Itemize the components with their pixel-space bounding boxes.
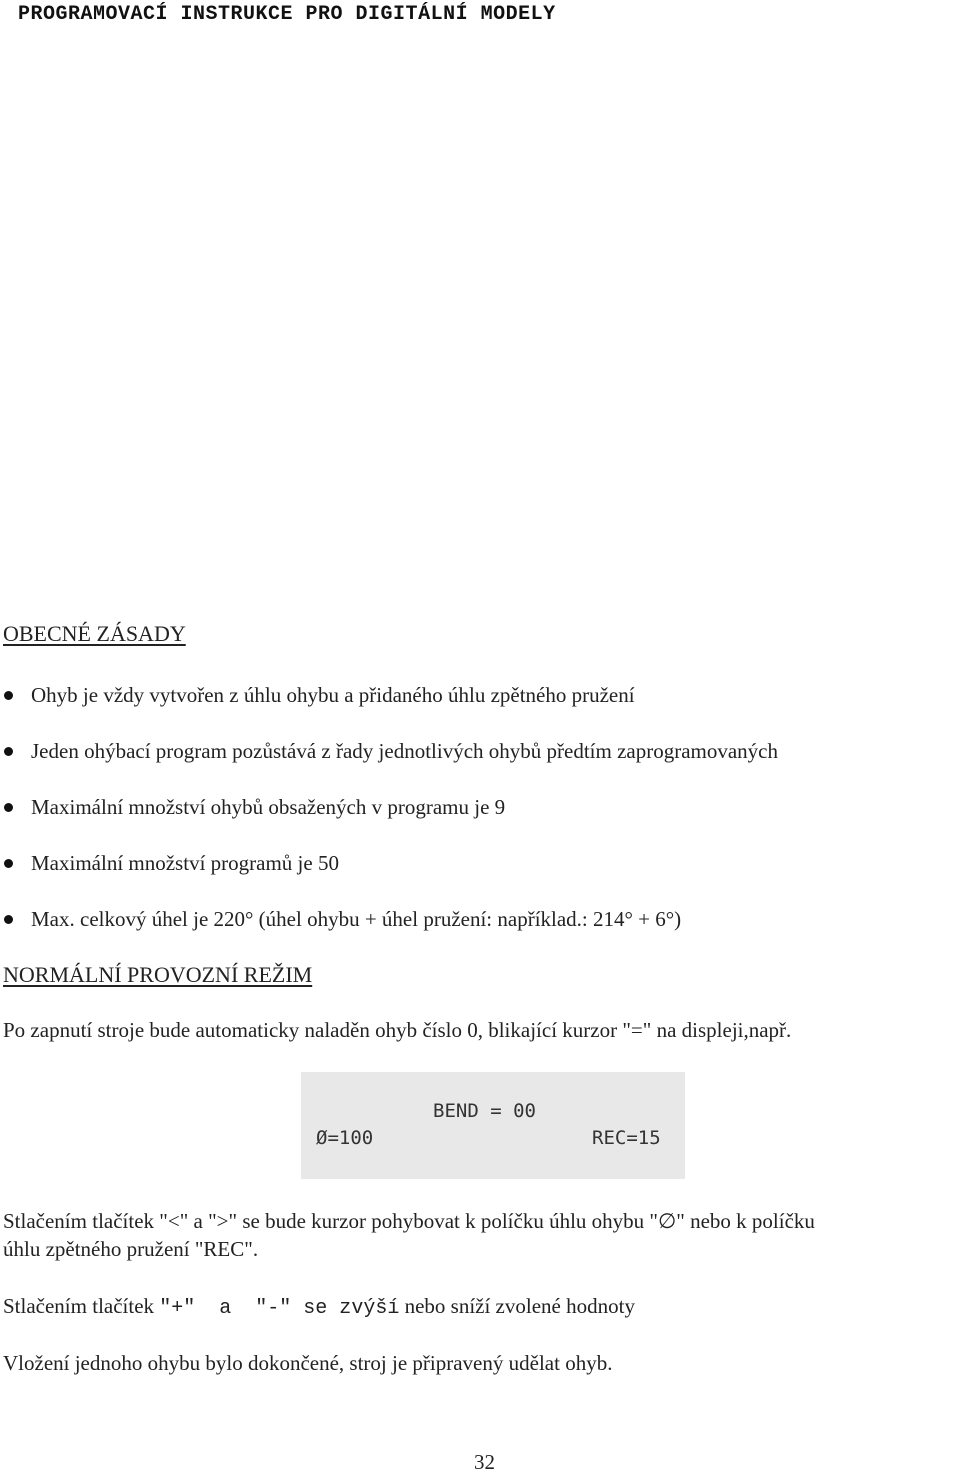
list-item: Jeden ohýbací program pozůstává z řady jednotlivých ohybů předtím zaprogramovaných: [0, 734, 960, 790]
bullet-icon: [4, 803, 13, 812]
section-heading-normal-mode: NORMÁLNÍ PROVOZNÍ REŽIM: [3, 962, 313, 987]
display-bend-line: BEND = 00: [433, 1100, 536, 1122]
list-item: Maximální množství ohybů obsažených v programu je 9: [0, 790, 960, 846]
general-rules-list: [0, 678, 960, 958]
intro-paragraph: Po zapnutí stroje bude automaticky naladěn ohyb číslo 0, blikající kurzor "=" na displeji,např.: [3, 1018, 792, 1042]
bullet-icon: [4, 747, 13, 756]
display-rec-value: REC=15: [592, 1127, 661, 1149]
cursor-paragraph-line1: Stlačením tlačítek "<" a ">" se bude kurzor pohybovat k políčku úhlu ohybu "∅" nebo k políčku: [3, 1209, 815, 1233]
bullet-icon: [4, 691, 13, 700]
page-title: PROGRAMOVACÍ INSTRUKCE PRO DIGITÁLNÍ MODELY: [18, 3, 556, 26]
list-item: Max. celkový úhel je 220° (úhel ohybu + úhel pružení: například.: 214° + 6°): [0, 902, 960, 958]
section-heading-general: OBECNÉ ZÁSADY: [3, 621, 186, 646]
display-angle-value: Ø=100: [316, 1127, 374, 1149]
completion-paragraph: Vložení jednoho ohybu bylo dokončené, stroj je připravený udělat ohyb.: [3, 1351, 613, 1375]
page-number: 32: [474, 1450, 495, 1474]
cursor-paragraph-line2: úhlu zpětného pružení "REC".: [3, 1237, 259, 1261]
bullet-icon: [4, 859, 13, 868]
display-example: [301, 1072, 685, 1179]
list-item: Ohyb je vždy vytvořen z úhlu ohybu a přidaného úhlu zpětného pružení: [0, 678, 960, 734]
list-item: Maximální množství programů je 50: [0, 846, 960, 902]
adjust-paragraph: Stlačením tlačítek ″+″ a ″-″ se zvýší nebo sníží zvolené hodnoty: [3, 1294, 635, 1320]
bullet-icon: [4, 915, 13, 924]
